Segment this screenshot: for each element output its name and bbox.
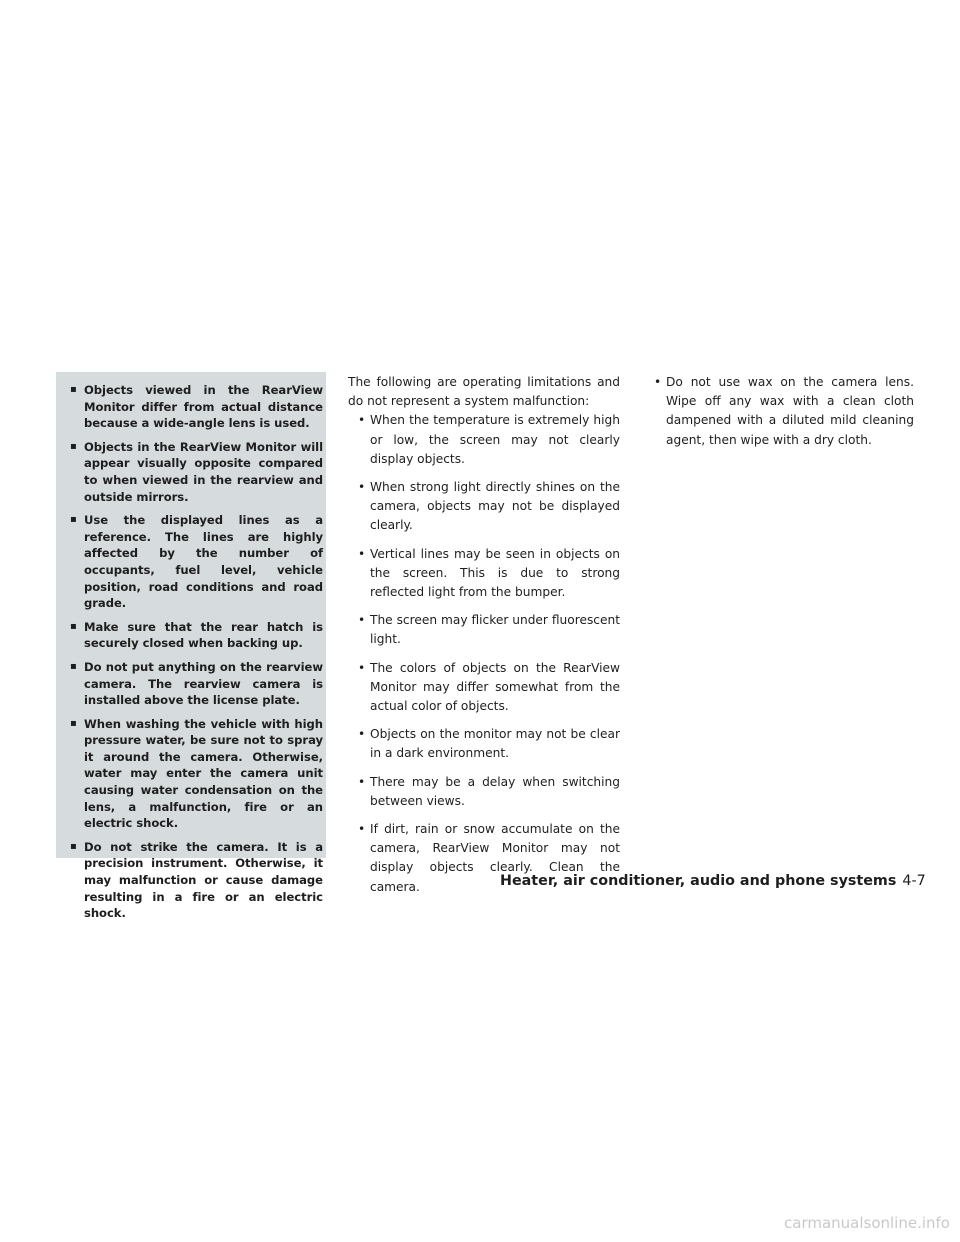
warning-item: ▪ Objects in the RearView Monitor will appear visually opposite compared to when viewed in the rearview and outside mirrors. — [70, 439, 323, 505]
limitation-item: • The colors of objects on the RearView Monitor may differ somewhat from the actual color of objects. — [350, 659, 620, 717]
limitations-list — [350, 411, 620, 896]
limitation-item: • Objects on the monitor may not be clear in a dark environment. — [350, 725, 620, 763]
warning-item: ▪ When washing the vehicle with high pressure water, be sure not to spray it around the camera. Otherwise, water may enter the camera unit causing water condensation on the lens, a malfunction, fire or an electric shock. — [70, 716, 323, 832]
limitation-item: • If dirt, rain or snow accumulate on the camera, RearView Monitor may not display objects clearly. Clean the camera. — [350, 820, 620, 897]
warning-item: ▪ Objects viewed in the RearView Monitor differ from actual distance because a wide-angle lens is used. — [70, 382, 323, 432]
maintenance-column — [646, 373, 914, 459]
watermark: carmanualsonline.info — [784, 1214, 950, 1232]
limitations-intro: The following are operating limitations and do not represent a system malfunction: — [348, 375, 620, 409]
limitation-item: • There may be a delay when switching between views. — [350, 773, 620, 811]
page-number: 4-7 — [902, 873, 926, 889]
page-footer — [500, 873, 926, 889]
maintenance-item: • Do not use wax on the camera lens. Wipe off any wax with a clean cloth dampened with a diluted mild cleaning agent, then wipe with a dry cloth. — [646, 373, 914, 450]
limitation-item: • Vertical lines may be seen in objects on the screen. This is due to strong reflected light from the bumper. — [350, 545, 620, 603]
limitation-item: • The screen may flicker under fluorescent light. — [350, 611, 620, 649]
maintenance-list — [646, 373, 914, 450]
limitations-column — [348, 373, 620, 906]
warning-list — [70, 382, 323, 922]
section-title: Heater, air conditioner, audio and phone systems — [500, 873, 897, 889]
warning-item: ▪ Use the displayed lines as a reference. The lines are highly affected by the number of occupants, fuel level, vehicle position, road conditions and road grade. — [70, 512, 323, 612]
warning-item: ▪ Make sure that the rear hatch is securely closed when backing up. — [70, 619, 323, 652]
warning-item: ▪ Do not strike the camera. It is a precision instrument. Otherwise, it may malfunction or cause damage resulting in a fire or an electric shock. — [70, 839, 323, 922]
limitation-item: • When strong light directly shines on the camera, objects may not be displayed clearly. — [350, 478, 620, 536]
warning-box — [56, 372, 326, 921]
warning-item: ▪ Do not put anything on the rearview camera. The rearview camera is installed above the license plate. — [70, 659, 323, 709]
limitation-item: • When the temperature is extremely high or low, the screen may not clearly display objects. — [350, 411, 620, 469]
